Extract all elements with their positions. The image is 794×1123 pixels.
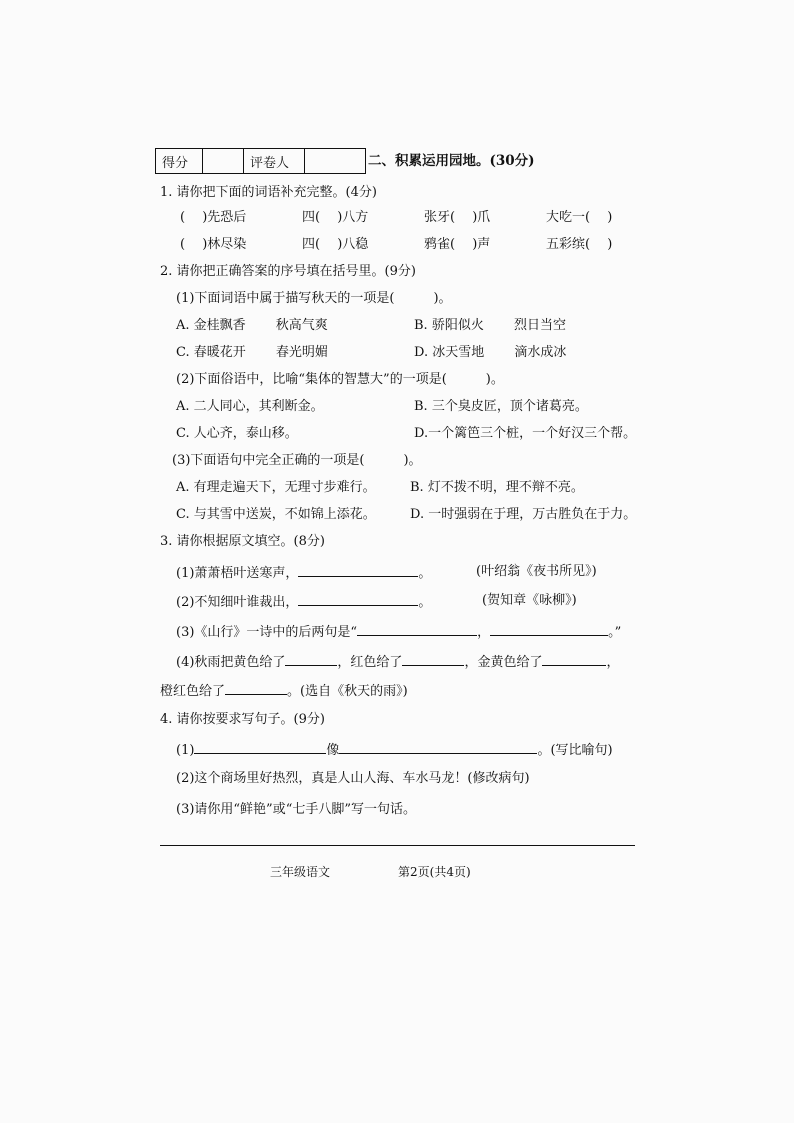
q3-l3-post: 。” xyxy=(608,625,622,640)
q4-line-2: (2)这个商场里好热烈，真是人山人海、车水马龙！(修改病句) xyxy=(176,771,530,786)
blank-field[interactable] xyxy=(194,741,326,754)
q3-line-1 xyxy=(176,564,431,582)
q1-item[interactable]: 大吃一( ) xyxy=(546,210,613,225)
q3-l2-pre: (2)不知细叶谁裁出， xyxy=(176,595,299,610)
q2-s3-stem[interactable]: (3)下面语句中完全正确的一项是( )。 xyxy=(172,453,422,468)
blank-field[interactable] xyxy=(298,593,418,606)
footer-subject: 三年级语文 xyxy=(270,865,331,879)
grader-label: 评卷人 xyxy=(244,149,305,174)
q2-s1-option-c: C. 春暖花开 春光明媚 xyxy=(176,345,328,360)
q2-s2-option-c: C. 人心齐，泰山移。 xyxy=(176,426,298,441)
q3-l5-b: 。(选自《秋天的雨》) xyxy=(287,684,408,699)
q4-title: 4. 请你按要求写句子。(9分) xyxy=(160,712,325,727)
q2-s2-option-d: D.一个篱笆三个桩，一个好汉三个帮。 xyxy=(414,426,637,441)
score-label: 得分 xyxy=(156,149,203,174)
q2-s2-option-b: B. 三个臭皮匠，顶个诸葛亮。 xyxy=(414,399,588,414)
blank-field[interactable] xyxy=(357,623,477,636)
q2-s3-option-a: A. 有理走遍天下，无理寸步难行。 xyxy=(176,480,376,495)
q4-l1-pre: (1) xyxy=(176,743,195,758)
q3-l5-a: 橙红色给了 xyxy=(160,684,226,699)
blank-field[interactable] xyxy=(402,653,464,666)
q4-l1-post: 。(写比喻句) xyxy=(537,743,613,758)
q2-s3-option-c: C. 与其雪中送炭，不如锦上添花。 xyxy=(176,507,376,522)
blank-field[interactable] xyxy=(339,741,537,754)
footer-page: 第2页(共4页) xyxy=(398,865,471,879)
q4-line-1 xyxy=(176,741,613,759)
q1-item[interactable]: 张牙( )爪 xyxy=(424,210,491,225)
blank-field[interactable] xyxy=(285,653,337,666)
q2-s3-option-d: D. 一时强弱在于理，万古胜负在于力。 xyxy=(410,507,637,522)
section-title: 二、积累运用园地。(30分) xyxy=(368,153,535,169)
q2-s3-option-b: B. 灯不拨不明，理不辩不亮。 xyxy=(410,480,584,495)
q3-l2-post: 。 xyxy=(418,595,432,610)
q3-line-5 xyxy=(160,682,408,700)
q1-item[interactable]: ( )先恐后 xyxy=(180,210,247,225)
q3-l1-source: (叶绍翁《夜书所见》) xyxy=(476,564,597,579)
q1-item[interactable]: ( )林尽染 xyxy=(180,237,247,252)
q4-l1-mid: 像 xyxy=(326,743,340,758)
q2-s1-stem[interactable]: (1)下面词语中属于描写秋天的一项是( )。 xyxy=(176,291,452,306)
blank-field[interactable] xyxy=(298,564,418,577)
q3-l4-b: ，红色给了 xyxy=(337,655,403,670)
score-table xyxy=(155,148,366,174)
q1-item[interactable]: 鸦雀( )声 xyxy=(424,237,491,252)
q3-l1-pre: (1)萧萧梧叶送寒声， xyxy=(176,566,299,581)
q3-l4-a: (4)秋雨把黄色给了 xyxy=(176,655,286,670)
q3-line-3 xyxy=(176,623,621,641)
q3-l4-d: ， xyxy=(606,655,620,670)
q3-l4-c: ，金黄色给了 xyxy=(464,655,543,670)
q1-title: 1. 请你把下面的词语补充完整。(4分) xyxy=(160,185,377,200)
blank-field[interactable] xyxy=(490,623,608,636)
q1-item[interactable]: 五彩缤( ) xyxy=(546,237,613,252)
q3-line-2 xyxy=(176,593,431,611)
q2-s1-option-a: A. 金桂飘香 秋高气爽 xyxy=(176,318,328,333)
grader-box[interactable] xyxy=(305,149,366,174)
q2-s2-option-a: A. 二人同心，其利断金。 xyxy=(176,399,324,414)
q3-l2-source: (贺知章《咏柳》) xyxy=(482,593,577,608)
q2-s1-option-b: B. 骄阳似火 烈日当空 xyxy=(414,318,566,333)
q3-l3-pre: (3)《山行》一诗中的后两句是“ xyxy=(176,625,358,640)
q3-l3-mid: ， xyxy=(477,625,491,640)
q2-s2-stem[interactable]: (2)下面俗语中，比喻“集体的智慧大”的一项是( )。 xyxy=(176,372,504,387)
footer-divider xyxy=(160,845,635,846)
q4-line-3: (3)请你用“鲜艳”或“七手八脚”写一句话。 xyxy=(176,802,416,817)
q2-title: 2. 请你把正确答案的序号填在括号里。(9分) xyxy=(160,264,416,279)
blank-field[interactable] xyxy=(225,682,287,695)
score-box[interactable] xyxy=(203,149,244,174)
blank-field[interactable] xyxy=(542,653,606,666)
q3-line-4 xyxy=(176,653,619,671)
q3-title: 3. 请你根据原文填空。(8分) xyxy=(160,534,325,549)
q1-item[interactable]: 四( )八稳 xyxy=(302,237,369,252)
q3-l1-post: 。 xyxy=(418,566,432,581)
q1-item[interactable]: 四( )八方 xyxy=(302,210,369,225)
q2-s1-option-d: D. 冰天雪地 滴水成冰 xyxy=(414,345,567,360)
